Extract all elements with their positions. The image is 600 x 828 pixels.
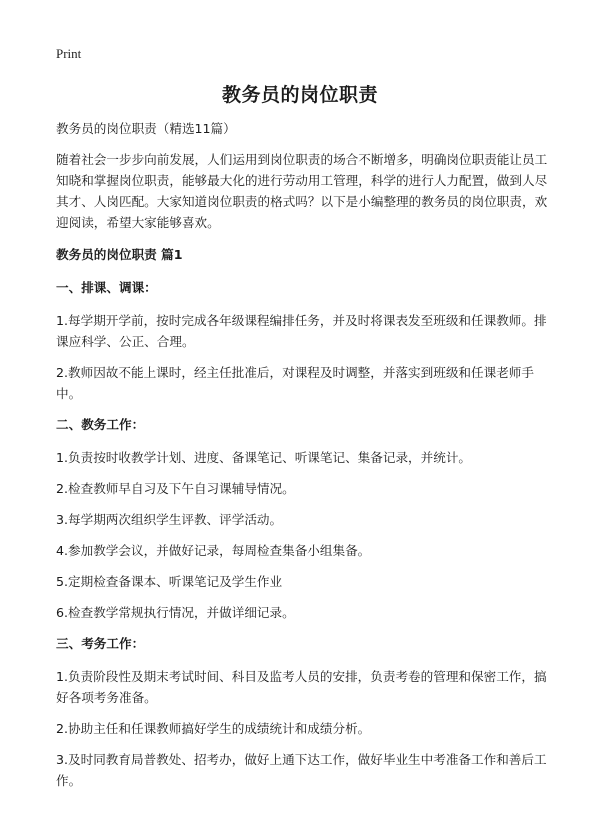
list-item: 2.检查教师早自习及下午自习课辅导情况。 <box>56 481 295 496</box>
list-item: 1.负责按时收教学计划、进度、备课笔记、听课笔记、集备记录，并统计。 <box>56 450 472 465</box>
intro-paragraph: 随着社会一步步向前发展，人们运用到岗位职责的场合不断增多，明确岗位职责能让员工知晓和掌握岗位职责，能够最大化的进行劳动用工管理，科学的进行人力配置，做到人尽其才、人岗匹配。大家知道岗位职责的格式吗？以下是小编整理的教务员的岗位职责，欢迎阅读，希望大家能够喜欢。 <box>56 152 548 230</box>
print-link[interactable]: Print <box>56 46 82 61</box>
list-item: 2.协助主任和任课教师搞好学生的成绩统计和成绩分析。 <box>56 721 371 736</box>
list-item: 3.每学期两次组织学生评教、评学活动。 <box>56 512 283 527</box>
list-item: 1.每学期开学前，按时完成各年级课程编排任务，并及时将课表发至班级和任课教师。排课应科学、公正、合理。 <box>56 313 547 349</box>
list-item: 4.参加教学会议，并做好记录，每周检查集备小组集备。 <box>56 543 371 558</box>
section-heading: 三、考务工作： <box>56 636 145 651</box>
section-heading: 二、教务工作： <box>56 417 145 432</box>
document-body <box>56 118 548 801</box>
document-title: 教务员的岗位职责 <box>221 84 378 106</box>
list-item: 1.负责阶段性及期末考试时间、科目及监考人员的安排，负责考卷的管理和保密工作，搞好各项考务准备。 <box>56 669 547 705</box>
section-title: 教务员的岗位职责 篇1 <box>56 247 183 262</box>
document-subtitle: 教务员的岗位职责（精选11篇） <box>56 121 236 136</box>
list-item: 6.检查教学常规执行情况，并做详细记录。 <box>56 605 295 620</box>
list-item: 2.教师因故不能上课时，经主任批准后，对课程及时调整，并落实到班级和任课老师手中。 <box>56 365 534 401</box>
list-item: 5.定期检查备课本、听课笔记及学生作业 <box>56 574 283 589</box>
section-heading: 一、排课、调课： <box>56 280 157 295</box>
list-item: 3.及时同教育局普教处、招考办，做好上通下达工作，做好毕业生中考准备工作和善后工作。 <box>56 752 547 788</box>
